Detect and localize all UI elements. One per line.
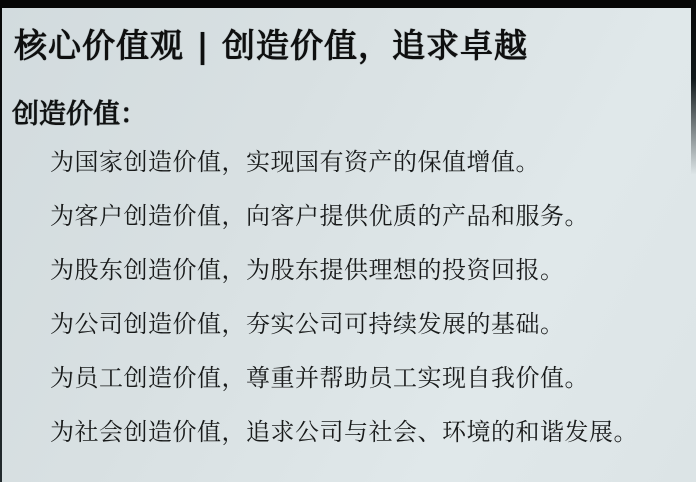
value-item-shareholder: 为股东创造价值，为股东提供理想的投资回报。 <box>50 256 565 284</box>
frame-left-edge <box>0 0 2 482</box>
value-item-company: 为公司创造价值，夯实公司可持续发展的基础。 <box>50 310 565 338</box>
value-item-society: 为社会创造价值，追求公司与社会、环境的和谐发展。 <box>50 418 638 446</box>
value-item-customer: 为客户创造价值，向客户提供优质的产品和服务。 <box>50 202 589 230</box>
section-heading: 创造价值： <box>12 99 147 130</box>
slide-title: 核心价值观 | 创造价值，追求卓越 <box>14 26 529 65</box>
frame-right-edge <box>691 0 696 175</box>
value-list <box>50 147 686 447</box>
value-item-employee: 为员工创造价值，尊重并帮助员工实现自我价值。 <box>50 364 589 392</box>
letterbox-top-bar <box>0 0 696 8</box>
value-item-country: 为国家创造价值，实现国有资产的保值增值。 <box>50 148 540 176</box>
